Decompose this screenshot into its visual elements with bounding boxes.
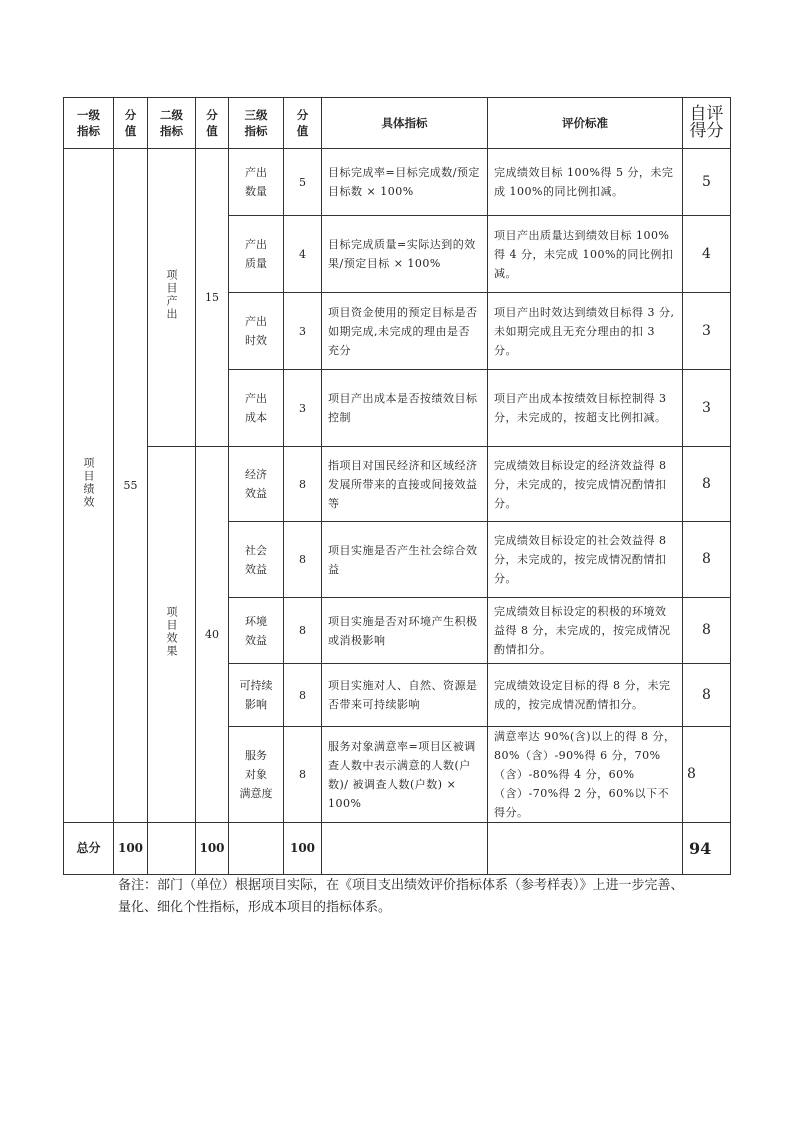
level3-name: 社会 效益: [229, 522, 284, 598]
level3-name: 产出 时效: [229, 293, 284, 370]
indicator-text: 项目产出成本是否按绩效目标控制: [322, 370, 488, 447]
standard-text: 满意率达 90%(含)以上的得 8 分，80%（含）-90%得 6 分，70%（含）-80%得 4 分，60%（含）-70%得 2 分，60%以下不得分。: [488, 727, 683, 823]
standard-text: 完成绩效目标设定的社会效益得 8 分，未完成的，按完成情况酌情扣分。: [488, 522, 683, 598]
total-self-score: 94: [683, 823, 731, 875]
total-level3-score: 100: [284, 823, 322, 875]
indicator-text: 服务对象满意率=项目区被调查人数中表示满意的人数(户数)/ 被调查人数(户数) × 100%: [322, 727, 488, 823]
self-score: 5: [683, 149, 731, 216]
empty-cell: [488, 823, 683, 875]
level3-score: 3: [284, 370, 322, 447]
level3-score: 4: [284, 216, 322, 293]
level2-score: 15: [196, 149, 229, 447]
standard-text: 完成绩效设定目标的得 8 分，未完成的，按完成情况酌情扣分。: [488, 664, 683, 727]
self-score: 8: [683, 522, 731, 598]
indicator-text: 目标完成质量=实际达到的效果/预定目标 × 100%: [322, 216, 488, 293]
level3-name: 经济 效益: [229, 447, 284, 522]
level3-name: 服务 对象 满意度: [229, 727, 284, 823]
total-level2-score: 100: [196, 823, 229, 875]
self-score: 4: [683, 216, 731, 293]
empty-cell: [322, 823, 488, 875]
self-score: 8: [683, 727, 731, 823]
total-level1-score: 100: [114, 823, 148, 875]
empty-cell: [229, 823, 284, 875]
level2-name: [148, 447, 196, 823]
header-score1: 分 值: [114, 98, 148, 149]
header-score2: 分 值: [196, 98, 229, 149]
total-row: [64, 823, 731, 875]
level3-name: 产出 数量: [229, 149, 284, 216]
level3-score: 8: [284, 664, 322, 727]
indicator-text: 项目实施是否对环境产生积极或消极影响: [322, 598, 488, 664]
indicator-text: 项目资金使用的预定目标是否如期完成,未完成的理由是否充分: [322, 293, 488, 370]
level2-score: 40: [196, 447, 229, 823]
performance-evaluation-table: [63, 97, 731, 875]
header-score3: 分 值: [284, 98, 322, 149]
standard-text: 项目产出成本按绩效目标控制得 3 分，未完成的，按超支比例扣减。: [488, 370, 683, 447]
total-label: 总分: [64, 823, 114, 875]
self-score: 8: [683, 598, 731, 664]
level1-name-text: 项目绩效: [82, 456, 95, 509]
header-indicator: 具体指标: [322, 98, 488, 149]
level1-score: 55: [114, 149, 148, 823]
level1-name: [64, 149, 114, 823]
level3-score: 3: [284, 293, 322, 370]
standard-text: 完成绩效目标设定的积极的环境效益得 8 分，未完成的，按完成情况酌情扣分。: [488, 598, 683, 664]
level3-score: 8: [284, 598, 322, 664]
level3-name: 产出 成本: [229, 370, 284, 447]
standard-text: 完成绩效目标设定的经济效益得 8 分，未完成的，按完成情况酌情扣分。: [488, 447, 683, 522]
standard-text: 完成绩效目标 100%得 5 分，未完成 100%的同比例扣减。: [488, 149, 683, 216]
level3-score: 8: [284, 727, 322, 823]
self-score: 8: [683, 447, 731, 522]
indicator-text: 指项目对国民经济和区域经济发展所带来的直接或间接效益等: [322, 447, 488, 522]
indicator-text: 项目实施是否产生社会综合效益: [322, 522, 488, 598]
level3-name: 环境 效益: [229, 598, 284, 664]
header-level3: 三级 指标: [229, 98, 284, 149]
indicator-text: 目标完成率=目标完成数/预定目标数 × 100%: [322, 149, 488, 216]
standard-text: 项目产出时效达到绩效目标得 3 分,未如期完成且无充分理由的扣 3 分。: [488, 293, 683, 370]
empty-cell: [148, 823, 196, 875]
table-row: [64, 447, 731, 522]
level3-name: 可持续 影响: [229, 664, 284, 727]
self-score: 3: [683, 293, 731, 370]
header-row: [64, 98, 731, 149]
level3-name: 产出 质量: [229, 216, 284, 293]
header-level1: 一级 指标: [64, 98, 114, 149]
level3-score: 8: [284, 447, 322, 522]
header-standard: 评价标准: [488, 98, 683, 149]
self-score: 8: [683, 664, 731, 727]
level2-name: [148, 149, 196, 447]
standard-text: 项目产出质量达到绩效目标 100%得 4 分，未完成 100%的同比例扣减。: [488, 216, 683, 293]
level3-score: 5: [284, 149, 322, 216]
header-self-score: 自评 得分: [683, 98, 731, 149]
table-row: [64, 149, 731, 216]
level2-name-text: 项目效果: [165, 605, 178, 658]
indicator-text: 项目实施对人、自然、资源是否带来可持续影响: [322, 664, 488, 727]
level3-score: 8: [284, 522, 322, 598]
remark-note: 备注：部门（单位）根据项目实际，在《项目支出绩效评价指标体系（参考样表）》上进一步完善、量化、细化个性指标，形成本项目的指标体系。: [118, 878, 684, 915]
level2-name-text: 项目产出: [165, 268, 178, 321]
self-score: 3: [683, 370, 731, 447]
header-level2: 二级 指标: [148, 98, 196, 149]
